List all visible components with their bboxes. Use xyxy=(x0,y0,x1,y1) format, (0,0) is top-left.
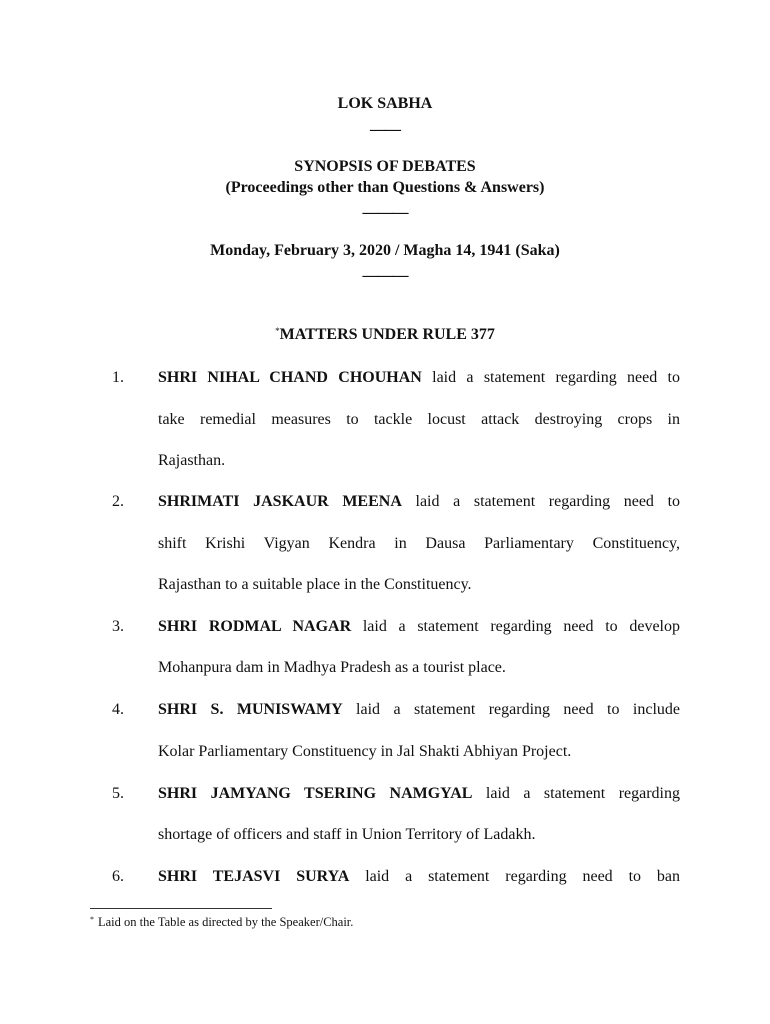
item-text: laid a statement regarding need to develop xyxy=(351,618,680,635)
member-name: SHRI S. MUNISWAMY xyxy=(158,701,343,718)
item-line: take remedial measures to tackle locust attack destroying crops in xyxy=(158,411,680,428)
item-line: Kolar Parliamentary Constituency in Jal Shakti Abhiyan Project. xyxy=(158,743,572,760)
item-line xyxy=(158,784,680,804)
member-name: SHRI JAMYANG TSERING NAMGYAL xyxy=(158,785,473,802)
item-line: Mohanpura dam in Madhya Pradesh as a tourist place. xyxy=(158,659,506,676)
separator-dash: —— xyxy=(370,121,400,138)
item-number: 1. xyxy=(112,369,124,386)
item-text: laid a statement regarding xyxy=(472,785,680,802)
separator-dash: ——— xyxy=(362,204,408,221)
member-name: SHRI TEJASVI SURYA xyxy=(158,868,350,885)
footnote-marker: * xyxy=(275,326,280,336)
member-name: SHRIMATI JASKAUR MEENA xyxy=(158,493,402,510)
item-line xyxy=(158,700,680,720)
item-number: 2. xyxy=(112,493,124,510)
member-name: SHRI RODMAL NAGAR xyxy=(158,618,352,635)
session-date: Monday, February 3, 2020 / Magha 14, 1941 (Saka) xyxy=(210,242,560,259)
footnote-marker: * xyxy=(90,915,94,924)
item-number: 6. xyxy=(112,868,124,885)
item-line xyxy=(158,368,680,388)
section-heading xyxy=(0,325,770,345)
item-line: shift Krishi Vigyan Kendra in Dausa Parliamentary Constituency, xyxy=(158,535,680,552)
item-number: 3. xyxy=(112,618,124,635)
item-text: laid a statement regarding need to ban xyxy=(349,868,681,885)
item-text: laid a statement regarding need to xyxy=(401,493,681,510)
item-line: Rajasthan. xyxy=(158,452,226,469)
item-text: laid a statement regarding need to include xyxy=(342,701,681,718)
item-line xyxy=(158,617,680,637)
house-title: LOK SABHA xyxy=(337,95,433,112)
item-line: Rajasthan to a suitable place in the Constituency. xyxy=(158,576,472,593)
member-name: SHRI NIHAL CHAND CHOUHAN xyxy=(158,369,422,386)
item-line xyxy=(158,867,680,887)
item-line xyxy=(158,492,680,512)
document-title: SYNOPSIS OF DEBATES xyxy=(294,158,476,175)
footnote xyxy=(90,914,353,930)
item-number: 5. xyxy=(112,785,124,802)
item-line: shortage of officers and staff in Union Territory of Ladakh. xyxy=(158,826,536,843)
item-number: 4. xyxy=(112,701,124,718)
footnote-divider xyxy=(90,908,272,909)
document-subtitle: (Proceedings other than Questions & Answers) xyxy=(225,179,545,196)
footnote-text: Laid on the Table as directed by the Speaker/Chair. xyxy=(98,915,354,929)
item-text: laid a statement regarding need to xyxy=(421,369,680,386)
section-heading-text: MATTERS UNDER RULE 377 xyxy=(279,326,495,343)
separator-dash: ——— xyxy=(362,267,408,284)
